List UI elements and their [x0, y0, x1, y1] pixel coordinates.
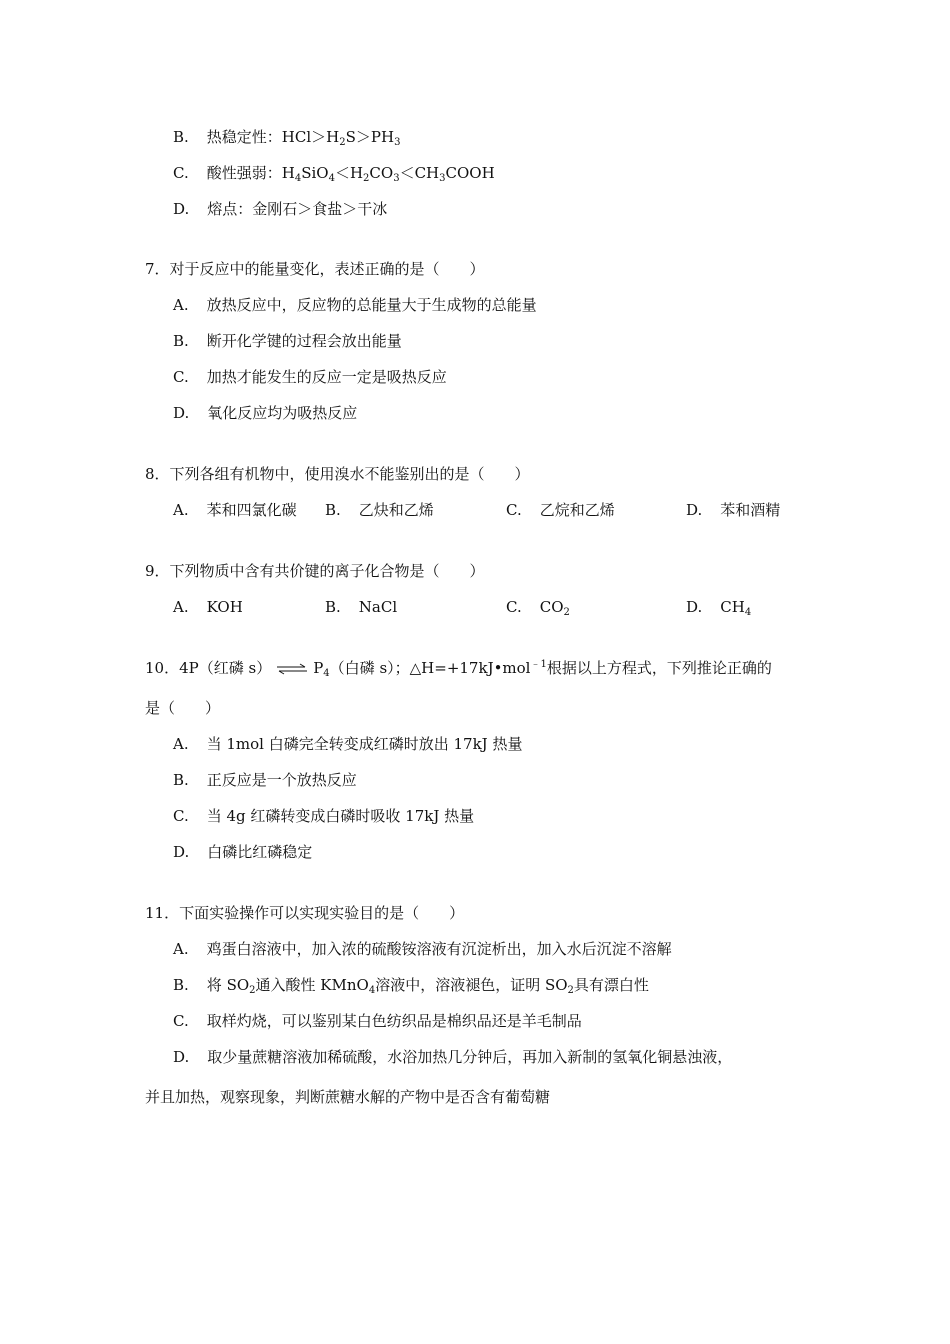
q9-stem: 9．下列物质中含有共价键的离子化合物是（ ）	[145, 562, 485, 580]
q8-option-d: D. 苯和酒精	[686, 501, 781, 519]
q7-option-c: C. 加热才能发生的反应一定是吸热反应	[173, 368, 447, 386]
q11-stem: 11．下面实验操作可以实现实验目的是（ ）	[145, 904, 465, 922]
q8-option-b: B. 乙炔和乙烯	[325, 501, 434, 519]
q11-option-a: A. 鸡蛋白溶液中，加入浓的硫酸铵溶液有沉淀析出，加入水后沉淀不溶解	[173, 940, 672, 958]
q7-stem: 7．对于反应中的能量变化，表述正确的是（ ）	[145, 260, 485, 278]
q9-option-b: B. NaCl	[325, 598, 398, 616]
q7-option-a: A. 放热反应中，反应物的总能量大于生成物的总能量	[173, 296, 537, 314]
option-label: B.	[173, 128, 189, 146]
q11-option-d-line2: 并且加热，观察现象，判断蔗糖水解的产物中是否含有葡萄糖	[145, 1088, 551, 1106]
equilibrium-arrow-icon	[275, 663, 309, 675]
q10-option-a: A. 当 1mol 白磷完全转变成红磷时放出 17kJ 热量	[173, 735, 523, 753]
option-label: D.	[173, 200, 190, 218]
q11-option-d: D. 取少量蔗糖溶液加稀硫酸，水浴加热几分钟后，再加入新制的氢氧化铜悬浊液，	[173, 1048, 733, 1066]
q6-option-c: C. 酸性强弱：$H_4SiO_4<H_2CO_3<CH_3COOH$	[173, 164, 495, 184]
q9-option-d: D. $CH_4$	[686, 598, 752, 618]
q9-option-a: A. KOH	[173, 598, 243, 616]
q8-option-c: C. 乙烷和乙烯	[506, 501, 615, 519]
option-label: C.	[173, 164, 189, 182]
q10-option-b: B. 正反应是一个放热反应	[173, 771, 357, 789]
q6-option-d: D. 熔点：金刚石＞食盐＞干冰	[173, 200, 388, 218]
q10-stem-line2: 是（ ）	[145, 699, 221, 717]
q11-option-b: B. 将 $SO_2$通入酸性 KMnO$_4$溶液中，溶液褪色，证明 $SO_2$具有漂白性	[173, 976, 649, 996]
q10-option-c: C. 当 4g 红磷转变成白磷时吸收 17kJ 热量	[173, 807, 475, 825]
q9-option-c: C. $CO_2$	[506, 598, 570, 618]
q8-option-a: A. 苯和四氯化碳	[173, 501, 297, 519]
q7-option-d: D. 氧化反应均为吸热反应	[173, 404, 358, 422]
q10-option-d: D. 白磷比红磷稳定	[173, 843, 313, 861]
q11-option-c: C. 取样灼烧，可以鉴别某白色纺织品是棉织品还是羊毛制品	[173, 1012, 582, 1030]
q6-option-b: B. 热稳定性：$HCl>H_2S>PH_3$	[173, 128, 401, 148]
q10-stem: 10．4P（红磷 s） $P_4$（白磷 s）；△H=+17kJ•mol$^{﹣1}$根据以上方程式，下列推论正确的	[145, 659, 772, 679]
q8-stem: 8．下列各组有机物中，使用溴水不能鉴别出的是（ ）	[145, 465, 530, 483]
q7-option-b: B. 断开化学键的过程会放出能量	[173, 332, 402, 350]
